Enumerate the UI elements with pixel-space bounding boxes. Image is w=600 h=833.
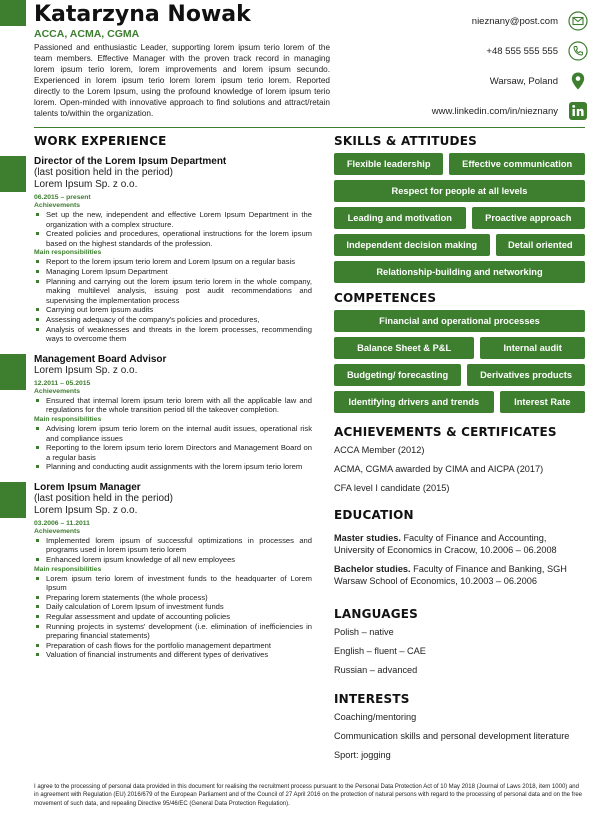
achievements-label: Achievements [34,202,81,209]
right-column [334,134,585,761]
skills-title: SKILLS & ATTITUDES [334,134,477,148]
skill-pill: Leading and motivation [334,207,466,229]
responsibilities-bullets [34,424,312,472]
skill-pill: Flexible leadership [334,153,443,175]
bullet-item: Managing Lorem Ipsum Department [34,267,312,277]
responsibilities-bullets [34,574,312,660]
pill-row [334,310,585,332]
achievements-title: ACHIEVEMENTS & CERTIFICATES [334,425,557,439]
skill-pill: Proactive approach [472,207,585,229]
mail-icon [568,11,588,31]
education-item [334,563,585,587]
skill-pill: Derivatives products [467,364,585,386]
bullet-item: Reporting to the lorem ipsum terio lorem Directors and Management Board on a regular basis [34,443,312,462]
contact-phone-text[interactable]: +48 555 555 555 [486,45,558,57]
skill-pill: Independent decision making [334,234,490,256]
job-company: Lorem Ipsum Sp. z o.o. [34,364,138,376]
job-title: Lorem Ipsum Manager [34,481,141,493]
languages-list [334,627,585,676]
bullet-item: Lorem ipsum terio lorem of investment funds to the headquarter of Lorem Ipsum [34,574,312,593]
bullet-item: Valuation of financial instruments and different types of derivatives [34,650,312,660]
job-date: 12.2011 – 05.2015 [34,379,91,387]
bullet-item: Report to the lorem ipsum terio lorem and Lorem Ipsum on a regular basis [34,257,312,267]
language-item: Russian – advanced [334,665,418,675]
contact-email [338,6,588,36]
skill-pill: Interest Rate [500,391,585,413]
skill-pill: Budgeting/ forecasting [334,364,461,386]
location-pin-icon [568,71,588,91]
responsibilities-label: Main responsibilities [34,565,102,573]
education-list [334,532,585,587]
education-detail: Faculty of Finance and Banking, SGH Warsaw School of Economics, 10.2003 – 06.2006 [334,564,567,586]
responsibilities-label: Main responsibilities [34,249,102,257]
bullet-item: Set up the new, independent and effective Lorem Ipsum Department in the organization with a complex structure. [34,210,312,229]
bullet-item: Assessing adequacy of the company's policies and procedures, [34,315,312,325]
bullet-item: Planning and conducting audit assignments with the lorem ipsum terio lorem [34,462,312,472]
skill-pill: Effective communication [449,153,585,175]
bullet-item: Analysis of weaknesses and threats in the lorem processes, recommending ways to overcome them [34,325,312,344]
pill-row [334,364,585,386]
pill-row [334,337,585,359]
interest-item: Communication skills and personal development literature [334,731,570,741]
candidate-titles: ACCA, ACMA, CGMA [34,28,140,40]
bullet-item: Advising lorem ipsum terio lorem on the internal audit issues, operational risk and compliance issues [34,424,312,443]
contact-location-text: Warsaw, Poland [489,75,558,87]
phone-icon [568,41,588,61]
bullet-item: Planning and carrying out the lorem ipsum terio lorem in the whole company, making multilevel analysis, issuing post audit recommendations and supervising the implementation process [34,277,312,306]
skill-pill: Financial and operational processes [334,310,585,332]
pill-row [334,234,585,256]
language-item: English – fluent – CAE [334,646,426,656]
profile-summary: Passioned and enthusiastic Leader, supporting lorem ipsum terio lorem of the team members. Effective Manager with the proven track record in managing lorem ipsum terio lorem, lorem improvements and lorem ipsum secundo. Experienced in lorem ipsum terio lorem lorem ipsum terio lorem. Reported directly to the Lorem Ipsum, using the profound knowledge of lorem ipsum terio lorem. Open-minded with innovative approach to find solutions and attract/retain talents to/within the organization. [34,43,330,118]
achievements-list [334,445,585,494]
job-subtitle: (last position held in the period) [34,167,173,178]
responsibilities-label: Main responsibilities [34,415,102,423]
education-item [334,532,585,556]
pill-row [334,207,585,229]
contact-linkedin-text[interactable]: www.linkedin.com/in/nieznany [431,105,558,117]
skills-pill-list [334,153,585,283]
work-experience-title: WORK EXPERIENCE [34,134,167,148]
education-title: EDUCATION [334,508,414,522]
interest-item: Sport: jogging [334,750,391,760]
bullet-item: Ensured that internal lorem ipsum terio lorem with all the applicable law and regulations for the whole transition period till the takeover completion. [34,396,312,415]
job-title: Management Board Advisor [34,353,167,365]
job-list [34,156,312,660]
achievements-bullets [34,536,312,565]
pill-row [334,391,585,413]
bullet-item: Implemented lorem ipsum of successful optimizations in processes and programs used in lorem ipsum terio lorem [34,536,312,555]
skill-pill: Detail oriented [496,234,585,256]
bullet-item: Regular assessment and update of accounting policies [34,612,312,622]
achievements-bullets [34,396,312,415]
contact-email-text[interactable]: nieznany@post.com [471,15,558,27]
job-company: Lorem Ipsum Sp. z o.o. [34,504,138,516]
interests-title: INTERESTS [334,692,410,706]
contact-list [338,6,588,126]
languages-title: LANGUAGES [334,607,418,621]
language-item: Polish – native [334,627,394,637]
education-detail: Faculty of Finance and Accounting, University of Economics in Cracow, 10.2006 – 06.2008 [334,533,557,555]
candidate-name: Katarzyna Nowak [34,2,251,27]
pill-row [334,180,585,202]
bullet-item: Created policies and procedures, operational instructions for the lorem ipsum based on the highest standards of the profession. [34,229,312,248]
bullet-item: Preparing lorem statements (the whole process) [34,593,312,603]
bullet-item: Carrying out lorem ipsum audits [34,305,312,315]
achievements-label: Achievements [34,527,81,535]
job-date: 03.2006 – 11.2011 [34,519,90,527]
job-subtitle: (last position held in the period) [34,492,173,504]
job-accent-bar [0,156,26,192]
interests-list [334,712,585,761]
achievement-item: CFA level I candidate (2015) [334,483,450,493]
job-entry [34,354,312,472]
skill-pill: Relationship-building and networking [334,261,585,283]
bullet-item: Preparation of cash flows for the portfolio management department [34,641,312,651]
header-accent-bar [0,0,26,26]
bullet-item: Enhanced lorem ipsum knowledge of all new employees [34,555,312,565]
gdpr-consent-clause: I agree to the processing of personal data provided in this document for realising the recruitment process pursuant to the Personal Data Protection Act of 10 May 2018 (Journal of Laws 2018, item 1000) and in agreement with Regulation (EU) 2016/679 of the European Parliament and of the Council of 27 April 2016 on the protection of natural persons with regard to the processing of personal data and on the free movement of such data, and repealing Directive 95/46/EC (General Data Protection Regulation). [34,784,583,807]
job-title: Director of the Lorem Ipsum Department [34,156,227,167]
bullet-item: Daily calculation of Lorem Ipsum of investment funds [34,602,312,612]
pill-row [334,153,585,175]
work-experience-section [34,134,312,660]
bullet-item: Running projects in systems' development (i.e. elimination of inefficiencies in preparing financial statements) [34,622,312,641]
skill-pill: Identifying drivers and trends [334,391,494,413]
job-entry [34,482,312,660]
linkedin-icon [568,101,588,121]
education-degree: Bachelor studies. [334,564,411,574]
education-degree: Master studies. [334,533,401,543]
achievements-bullets [34,210,312,248]
skill-pill: Respect for people at all levels [334,180,585,202]
job-company: Lorem Ipsum Sp. z o.o. [34,179,138,190]
contact-linkedin [338,96,588,126]
skill-pill: Balance Sheet & P&L [334,337,474,359]
job-accent-bar [0,482,26,518]
responsibilities-bullets [34,257,312,343]
contact-phone [338,36,588,66]
achievement-item: ACMA, CGMA awarded by CIMA and AICPA (2017) [334,464,544,474]
job-entry [34,156,312,344]
achievements-label: Achievements [34,387,81,395]
competences-title: COMPETENCES [334,291,437,305]
contact-location [338,66,588,96]
pill-row [334,261,585,283]
interest-item: Coaching/mentoring [334,712,417,722]
job-accent-bar [0,354,26,390]
job-date: 06.2015 – present [34,194,91,201]
header-divider [34,127,585,128]
competences-pill-list [334,310,585,413]
achievement-item: ACCA Member (2012) [334,445,425,455]
skill-pill: Internal audit [480,337,585,359]
